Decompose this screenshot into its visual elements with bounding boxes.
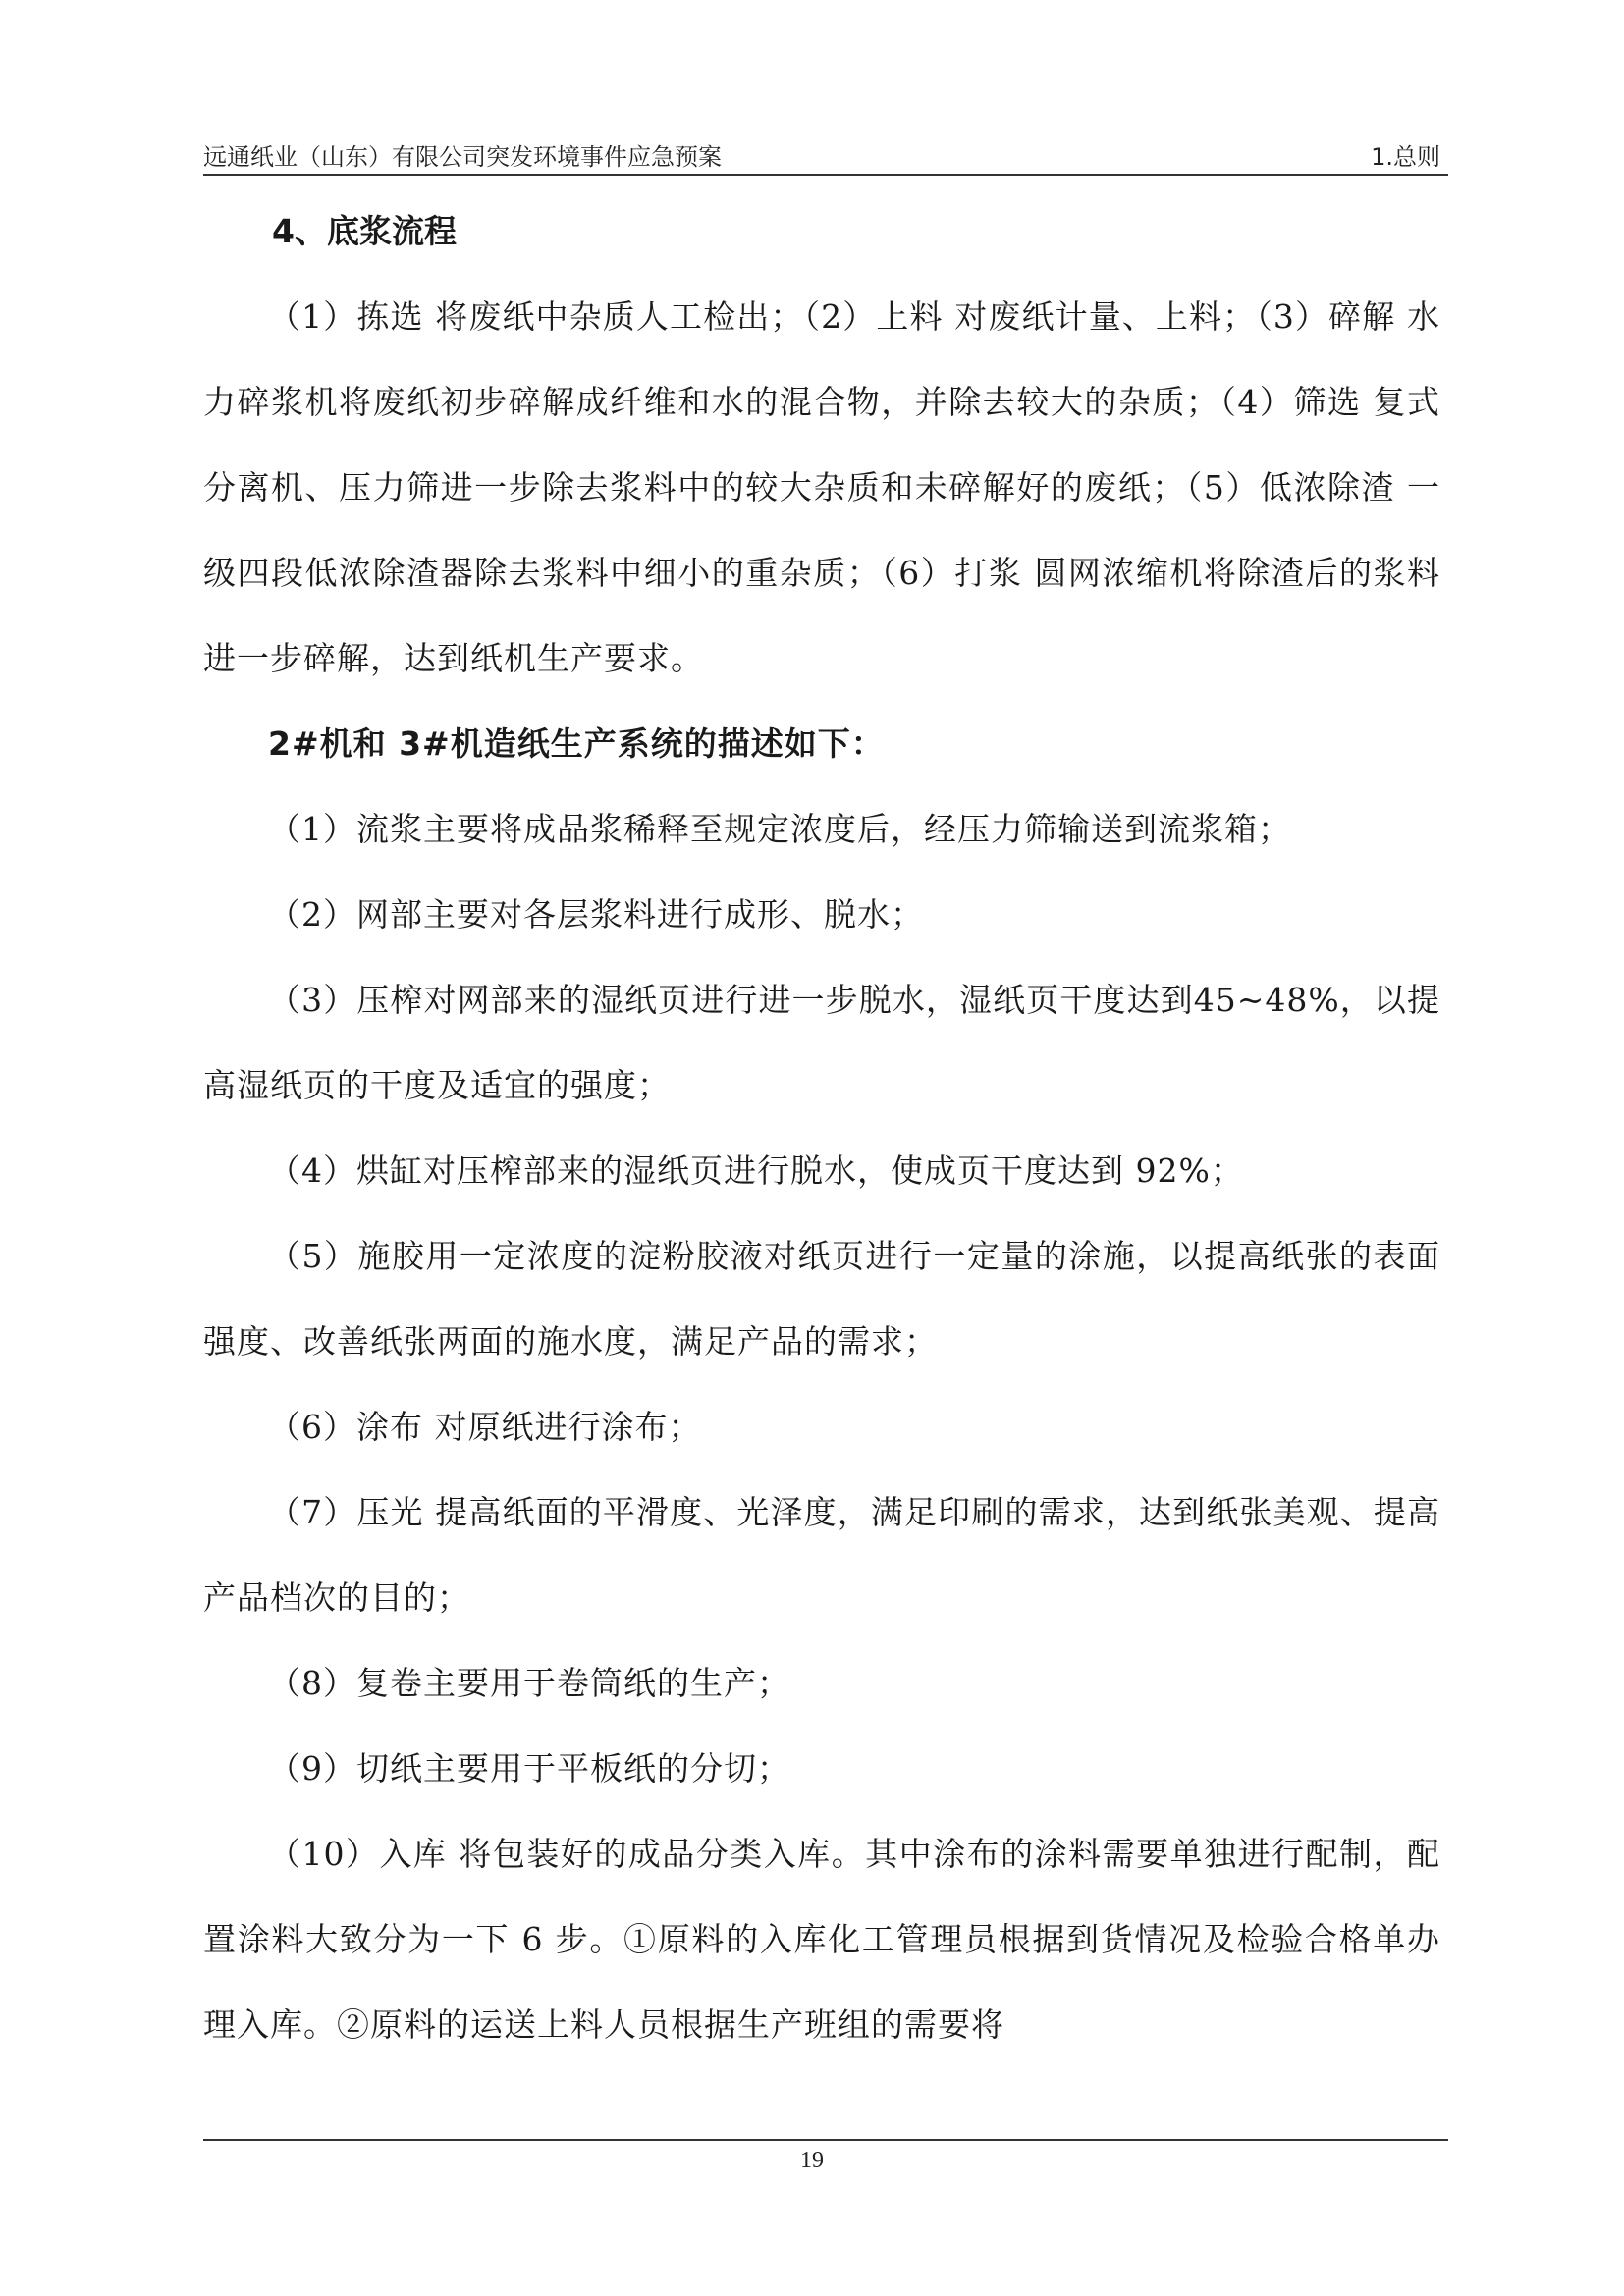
page-header bbox=[203, 137, 1448, 177]
header-title: 远通纸业（山东）有限公司突发环境事件应急预案 bbox=[203, 143, 722, 171]
page-body bbox=[203, 188, 1440, 2067]
paragraph-step-7: （7）压光 提高纸面的平滑度、光泽度，满足印刷的需求，达到纸张美观、提高产品档次的目的； bbox=[203, 1493, 1440, 1617]
header-section: 1.总则 bbox=[1371, 143, 1440, 171]
paragraph-step-6: （6）涂布 对原纸进行涂布； bbox=[268, 1408, 702, 1446]
paragraph-pulp-process: （1）拣选 将废纸中杂质人工检出；（2）上料 对废纸计量、上料；（3）碎解 水力碎浆机将废纸初步碎解成纤维和水的混合物，并除去较大的杂质；（4）筛选 复式分离机、压力筛进一步除去浆料中的较大杂质和未碎解好的废纸；（5）低浓除渣 一级四段低浓除渣器除去浆料中细小的重杂质；（6）打浆 圆网浓缩机将除渣后的浆料进一步碎解，达到纸机生产要求。 bbox=[203, 297, 1440, 677]
paragraph-step-1: （1）流浆主要将成品浆稀释至规定浓度后，经压力筛输送到流浆箱； bbox=[268, 810, 1291, 848]
paragraph-step-4: （4）烘缸对压榨部来的湿纸页进行脱水，使成页干度达到 92%； bbox=[268, 1151, 1244, 1190]
paragraph-step-10: （10）入库 将包装好的成品分类入库。其中涂布的涂料需要单独进行配制，配置涂料大致分为一下 6 步。①原料的入库化工管理员根据到货情况及检验合格单办理入库。②原料的运送上料人员根据生产班组的需要将 bbox=[203, 1835, 1440, 2044]
paragraph-step-5: （5）施胶用一定浓度的淀粉胶液对纸页进行一定量的涂施，以提高纸张的表面强度、改善纸张两面的施水度，满足产品的需求； bbox=[203, 1237, 1440, 1361]
paragraph-step-2: （2）网部主要对各层浆料进行成形、脱水； bbox=[268, 895, 924, 934]
header-divider bbox=[203, 174, 1448, 176]
paragraph-step-9: （9）切纸主要用于平板纸的分切； bbox=[268, 1749, 790, 1788]
footer-divider bbox=[203, 2139, 1448, 2141]
paragraph-step-3: （3）压榨对网部来的湿纸页进行进一步脱水，湿纸页干度达到45~48%，以提高湿纸页的干度及适宜的强度； bbox=[203, 981, 1440, 1104]
paragraph-system-intro: 2#机和 3#机造纸生产系统的描述如下： bbox=[268, 724, 885, 763]
paragraph-step-8: （8）复卷主要用于卷筒纸的生产； bbox=[268, 1664, 790, 1702]
page-number: 19 bbox=[800, 2148, 824, 2173]
section-heading: 4、底浆流程 bbox=[272, 212, 457, 250]
